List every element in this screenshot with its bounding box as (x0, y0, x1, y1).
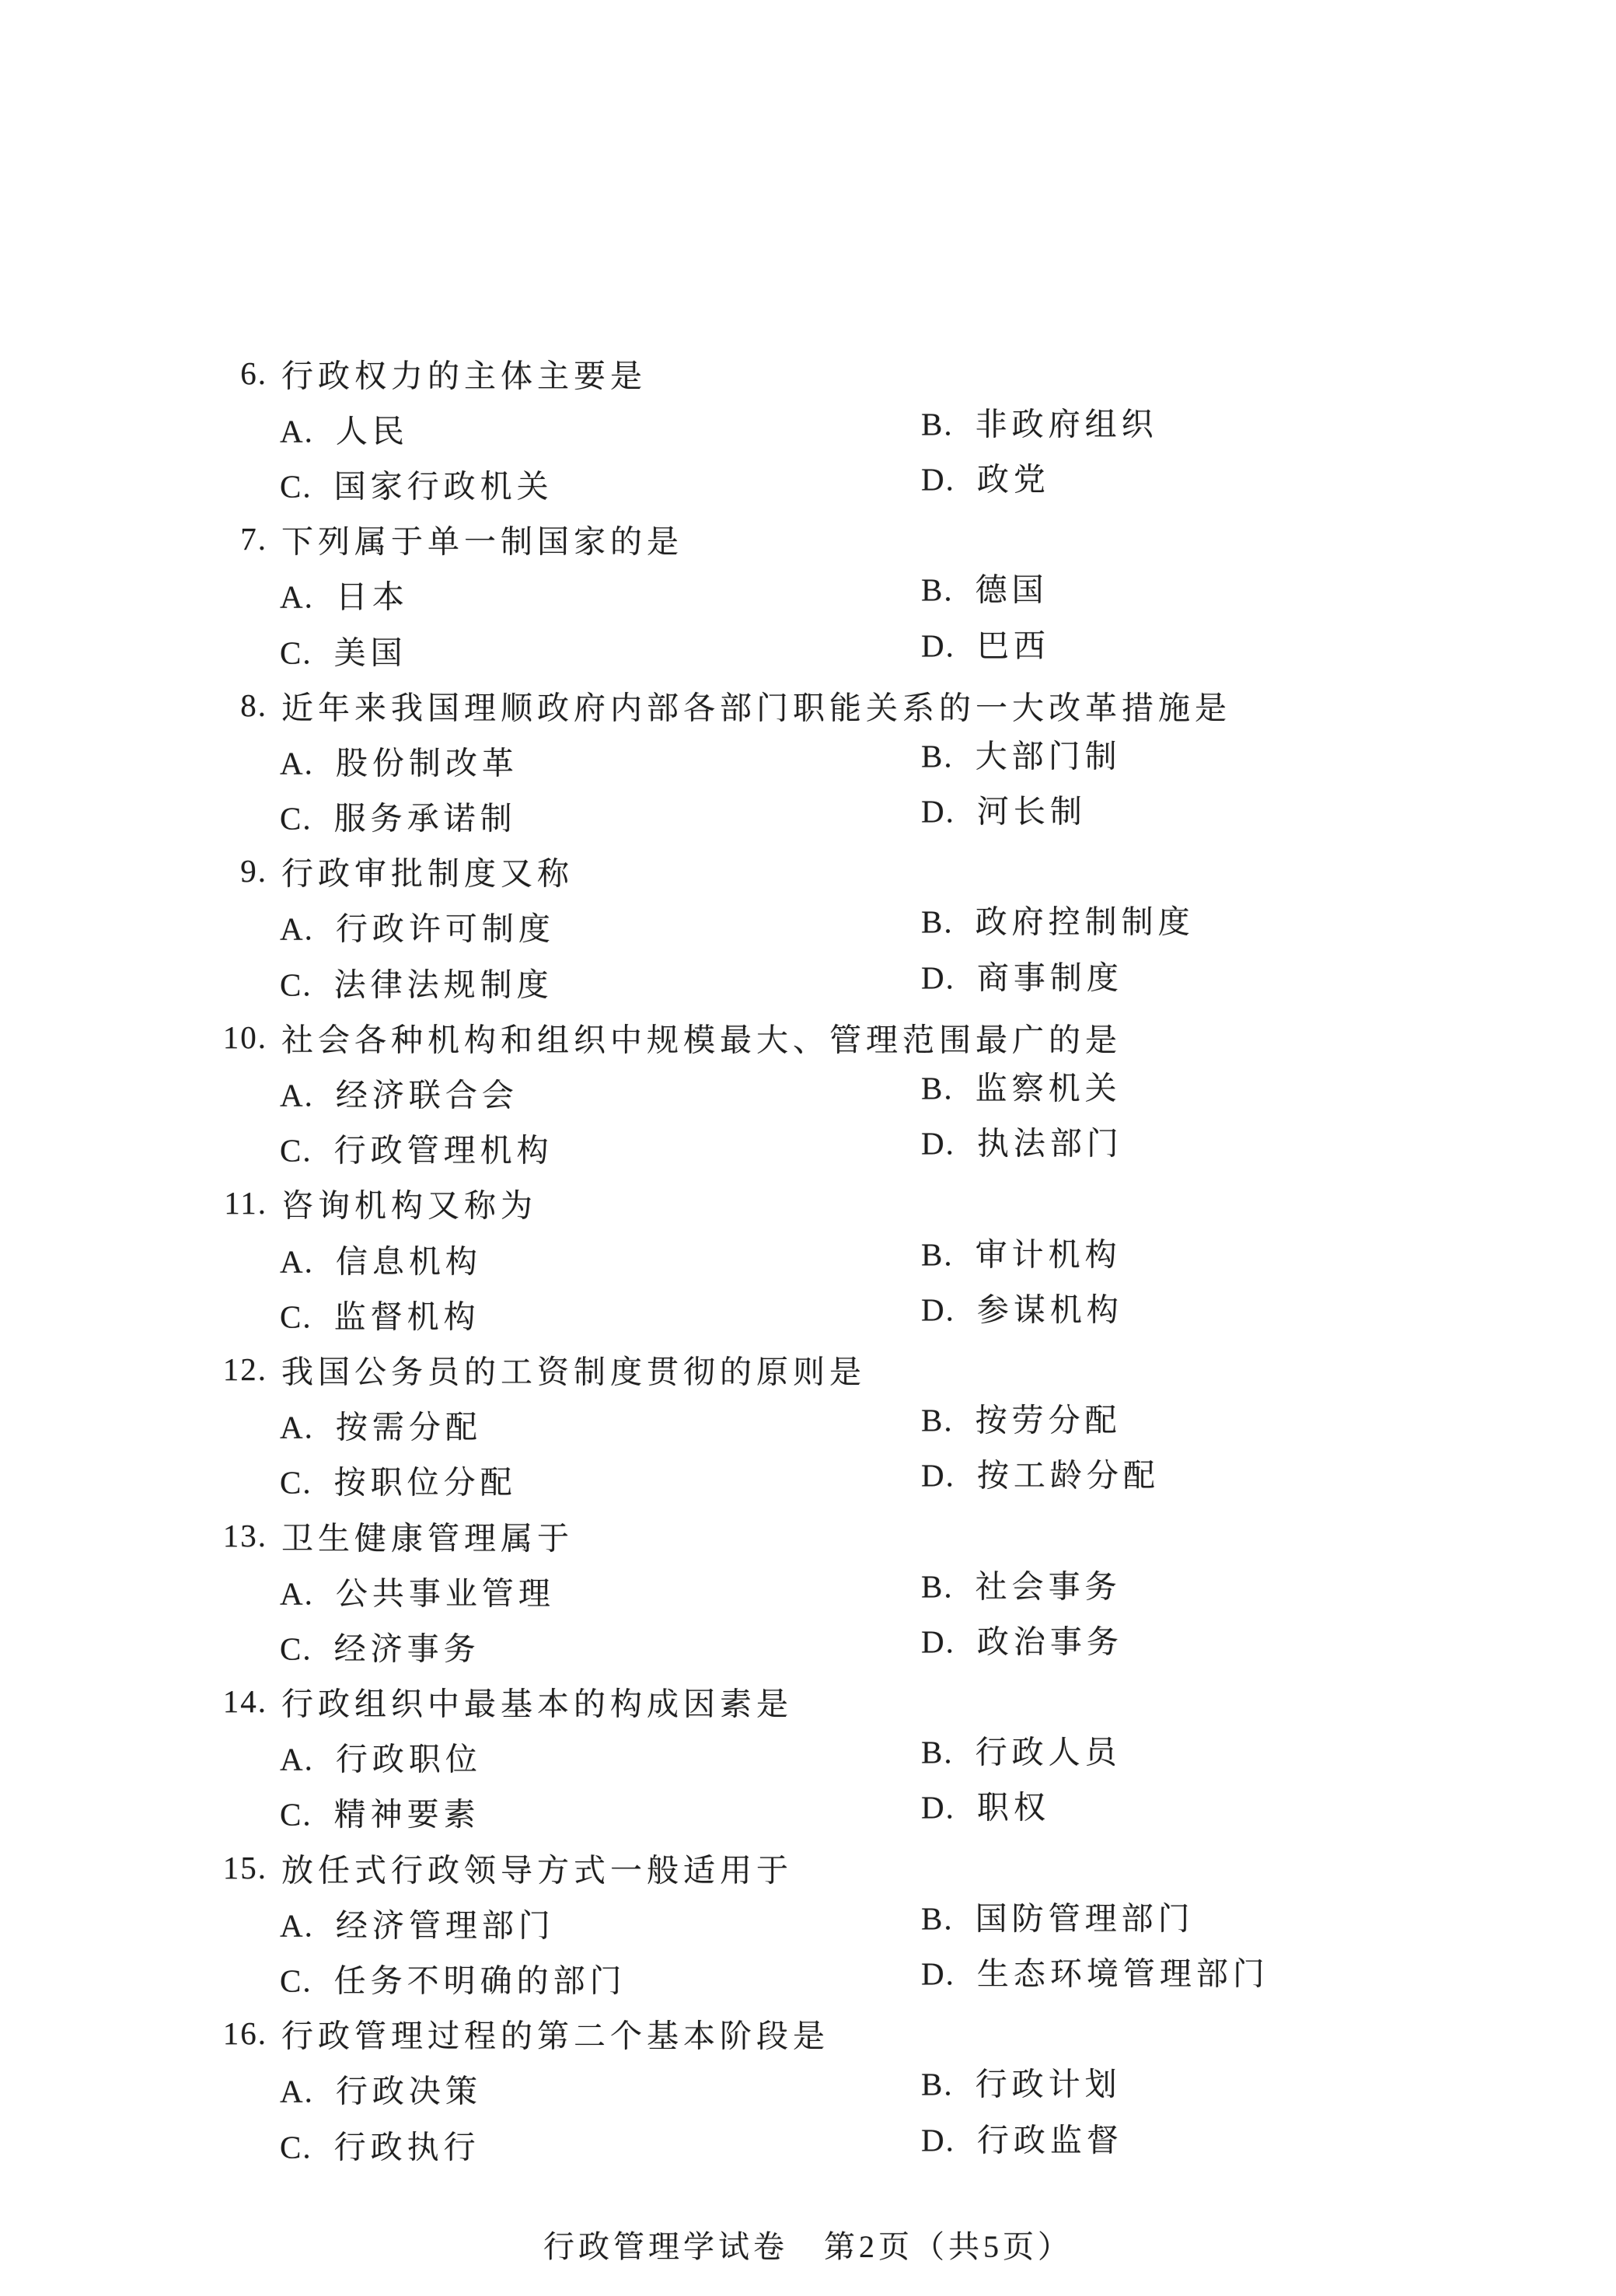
q12-option-a (280, 1402, 482, 1448)
option-text: 行政许可制度 (335, 910, 555, 947)
option-label: A. (280, 578, 314, 615)
option-text: 行政计划 (975, 2066, 1122, 2102)
q10-option-d (921, 1118, 1123, 1164)
option-row (0, 2061, 1616, 2116)
option-label: D. (921, 959, 955, 996)
q8-option-b (921, 730, 1122, 776)
q13-option-c (280, 1623, 480, 1669)
question-text: 行政组织中最基本的构成因素是 (281, 1686, 793, 1722)
option-text: 政治事务 (976, 1623, 1123, 1660)
option-label: B. (921, 1402, 954, 1438)
question-number: 12. (222, 1351, 267, 1387)
question-number: 10. (222, 1019, 267, 1055)
option-text: 任务不明确的部门 (333, 1962, 627, 1999)
option-text: 审计机构 (975, 1236, 1122, 1273)
option-row (0, 1064, 1616, 1120)
option-label: A. (280, 2073, 314, 2109)
option-text: 股份制改革 (335, 745, 518, 781)
question-text: 行政审批制度又称 (281, 855, 574, 892)
question-row (0, 1009, 1616, 1064)
question-number: 16. (222, 2015, 267, 2052)
q12-option-c (280, 1457, 517, 1503)
q10-option-a (280, 1070, 518, 1116)
option-label: A. (280, 1741, 314, 1777)
option-text: 行政人员 (975, 1734, 1122, 1770)
option-row (0, 1729, 1616, 1784)
option-label: C. (280, 1630, 312, 1667)
option-label: B. (921, 1734, 954, 1770)
q6-option-c (280, 460, 553, 506)
option-text: 按劳分配 (975, 1402, 1122, 1438)
option-row (0, 1452, 1616, 1508)
option-row (0, 1618, 1616, 1673)
option-text: 公共事业管理 (335, 1575, 555, 1612)
option-text: 经济管理部门 (335, 1907, 555, 1944)
option-label: A. (280, 1575, 314, 1612)
question-row (0, 1840, 1616, 1895)
option-label: C. (280, 2129, 312, 2165)
option-row (0, 2116, 1616, 2172)
option-label: C. (280, 1464, 312, 1501)
option-row (0, 456, 1616, 511)
option-text: 国家行政机关 (333, 468, 553, 505)
question-block-11 (0, 1176, 1616, 1342)
q8-option-a (280, 737, 518, 783)
question-text: 放任式行政领导方式一般适用于 (281, 1852, 793, 1889)
q10-option-b (921, 1063, 1122, 1109)
question-row (0, 345, 1616, 400)
question-number: 13. (222, 1517, 267, 1553)
q16-option-a (280, 2066, 482, 2112)
question-row (0, 1674, 1616, 1729)
question-text: 我国公务员的工资制度贯彻的原则是 (281, 1354, 866, 1390)
page-footer (0, 2222, 1616, 2266)
option-label: A. (280, 413, 314, 449)
option-text: 监督机构 (333, 1298, 480, 1335)
question-number: 6. (240, 355, 267, 391)
question-text: 下列属于单一制国家的是 (281, 523, 683, 560)
option-label: B. (921, 1900, 954, 1937)
q14-option-c (280, 1789, 480, 1835)
q11-option-c (280, 1291, 480, 1337)
footer-page-info: 第2页（共5页） (824, 2229, 1073, 2264)
footer-exam-title: 行政管理学试卷 (543, 2229, 788, 2264)
option-row (0, 954, 1616, 1009)
option-label: B. (921, 571, 954, 608)
option-text: 德国 (975, 571, 1049, 608)
option-label: C. (280, 634, 312, 671)
q13-option-a (280, 1567, 555, 1613)
question-row (0, 2006, 1616, 2061)
q16-option-b (921, 2059, 1122, 2105)
q11-option-d (921, 1284, 1123, 1330)
option-text: 参谋机构 (976, 1291, 1123, 1328)
option-text: 国防管理部门 (975, 1900, 1195, 1937)
option-label: A. (280, 910, 314, 947)
q11-option-a (280, 1235, 482, 1281)
option-text: 服务承诺制 (333, 800, 517, 837)
q6-option-a (280, 405, 409, 451)
question-number: 11. (224, 1185, 267, 1221)
option-label: D. (921, 2122, 955, 2158)
q9-option-c (280, 959, 553, 1005)
question-block-14 (0, 1674, 1616, 1840)
option-text: 社会事务 (975, 1568, 1122, 1605)
question-number: 7. (240, 521, 267, 557)
option-label: B. (921, 738, 954, 774)
question-text: 咨询机构又称为 (281, 1187, 537, 1224)
option-text: 按工龄分配 (976, 1457, 1160, 1494)
option-text: 行政决策 (335, 2073, 482, 2109)
option-label: C. (280, 966, 312, 1003)
option-label: D. (921, 1291, 955, 1328)
option-label: D. (921, 1789, 955, 1826)
question-number: 15. (222, 1849, 267, 1885)
option-text: 美国 (333, 634, 407, 671)
option-text: 按职位分配 (333, 1464, 517, 1501)
q9-option-b (921, 896, 1195, 942)
option-row (0, 1120, 1616, 1176)
option-label: B. (921, 1568, 954, 1605)
q12-option-d (921, 1450, 1160, 1496)
q6-option-b (921, 398, 1158, 444)
option-row (0, 1397, 1616, 1452)
option-label: D. (921, 1457, 955, 1494)
q9-option-a (280, 903, 555, 949)
option-row (0, 732, 1616, 788)
q14-option-a (280, 1734, 482, 1780)
option-text: 日本 (335, 578, 409, 615)
option-text: 行政管理机构 (333, 1132, 553, 1169)
question-text: 卫生健康管理属于 (281, 1520, 574, 1557)
option-text: 行政职位 (335, 1741, 482, 1777)
option-label: C. (280, 468, 312, 505)
option-label: B. (921, 903, 954, 940)
question-block-8 (0, 677, 1616, 844)
option-text: 行政监督 (976, 2122, 1123, 2158)
option-row (0, 1286, 1616, 1341)
q7-option-a (280, 571, 409, 617)
q14-option-b (921, 1727, 1122, 1773)
option-label: D. (921, 461, 955, 498)
option-label: C. (280, 1962, 312, 1999)
option-label: C. (280, 1132, 312, 1169)
question-text: 行政管理过程的第二个基本阶段是 (281, 2018, 829, 2054)
option-row (0, 567, 1616, 622)
option-text: 经济事务 (333, 1630, 480, 1667)
option-label: B. (921, 1070, 954, 1106)
q13-option-b (921, 1560, 1122, 1606)
option-text: 法律法规制度 (333, 966, 553, 1003)
q14-option-d (921, 1782, 1050, 1828)
q16-option-c (280, 2121, 480, 2167)
option-text: 大部门制 (975, 738, 1122, 774)
option-row (0, 788, 1616, 844)
question-text: 社会各种机构和组织中规模最大、管理范围最广的是 (281, 1022, 1122, 1058)
question-list (0, 345, 1616, 2172)
option-text: 执法部门 (976, 1125, 1123, 1162)
option-label: B. (921, 406, 954, 442)
option-label: D. (921, 627, 955, 664)
q9-option-d (921, 952, 1123, 998)
question-row (0, 1508, 1616, 1563)
option-label: B. (921, 2066, 954, 2102)
question-number: 9. (240, 853, 267, 889)
option-label: D. (921, 1955, 955, 1992)
q15-option-c (280, 1955, 627, 2001)
q8-option-c (280, 793, 517, 839)
question-row (0, 512, 1616, 567)
option-row (0, 899, 1616, 954)
q11-option-b (921, 1228, 1122, 1274)
question-number: 8. (240, 687, 267, 723)
q7-option-b (921, 564, 1049, 610)
option-text: 按需分配 (335, 1409, 482, 1445)
question-number: 14. (222, 1683, 267, 1720)
question-block-6 (0, 345, 1616, 512)
option-text: 人民 (335, 413, 409, 449)
option-label: D. (921, 1623, 955, 1660)
q12-option-b (921, 1395, 1122, 1441)
option-row (0, 1784, 1616, 1840)
option-label: A. (280, 1409, 314, 1445)
question-row (0, 677, 1616, 732)
option-text: 信息机构 (335, 1243, 482, 1280)
option-label: D. (921, 1125, 955, 1162)
question-block-13 (0, 1508, 1616, 1674)
option-text: 政党 (976, 461, 1050, 498)
q7-option-c (280, 627, 407, 673)
q8-option-d (921, 786, 1087, 832)
q15-option-a (280, 1899, 555, 1945)
question-row (0, 1176, 1616, 1231)
q13-option-d (921, 1616, 1123, 1662)
option-text: 精神要素 (333, 1796, 480, 1833)
option-text: 非政府组织 (975, 406, 1158, 442)
option-label: A. (280, 1077, 314, 1113)
option-label: B. (921, 1236, 954, 1273)
option-row (0, 1950, 1616, 2005)
q15-option-d (921, 1948, 1269, 1994)
option-text: 行政执行 (333, 2129, 480, 2165)
question-block-9 (0, 844, 1616, 1010)
option-label: A. (280, 1907, 314, 1944)
option-text: 生态环境管理部门 (976, 1955, 1269, 1992)
question-text: 近年来我国理顺政府内部各部门职能关系的一大改革措施是 (281, 690, 1231, 726)
question-row (0, 844, 1616, 899)
question-text: 行政权力的主体主要是 (281, 358, 647, 394)
q16-option-d (921, 2114, 1123, 2160)
option-text: 政府控制制度 (975, 903, 1195, 940)
option-text: 职权 (976, 1789, 1050, 1826)
question-block-15 (0, 1840, 1616, 2006)
option-text: 监察机关 (975, 1070, 1122, 1106)
question-block-16 (0, 2006, 1616, 2172)
option-label: C. (280, 800, 312, 837)
option-text: 商事制度 (976, 959, 1123, 996)
question-block-12 (0, 1341, 1616, 1508)
question-row (0, 1341, 1616, 1396)
q7-option-d (921, 620, 1050, 666)
q6-option-d (921, 453, 1050, 499)
option-text: 经济联合会 (335, 1077, 518, 1113)
question-block-10 (0, 1009, 1616, 1176)
option-label: A. (280, 745, 314, 781)
option-row (0, 1895, 1616, 1950)
option-row (0, 622, 1616, 677)
option-label: D. (921, 793, 955, 830)
option-text: 河长制 (976, 793, 1087, 830)
option-label: A. (280, 1243, 314, 1280)
option-label: C. (280, 1796, 312, 1833)
q15-option-b (921, 1892, 1195, 1938)
option-label: C. (280, 1298, 312, 1335)
option-row (0, 400, 1616, 456)
question-block-7 (0, 512, 1616, 678)
q10-option-c (280, 1125, 553, 1171)
option-row (0, 1231, 1616, 1286)
option-text: 巴西 (976, 627, 1050, 664)
option-row (0, 1563, 1616, 1618)
